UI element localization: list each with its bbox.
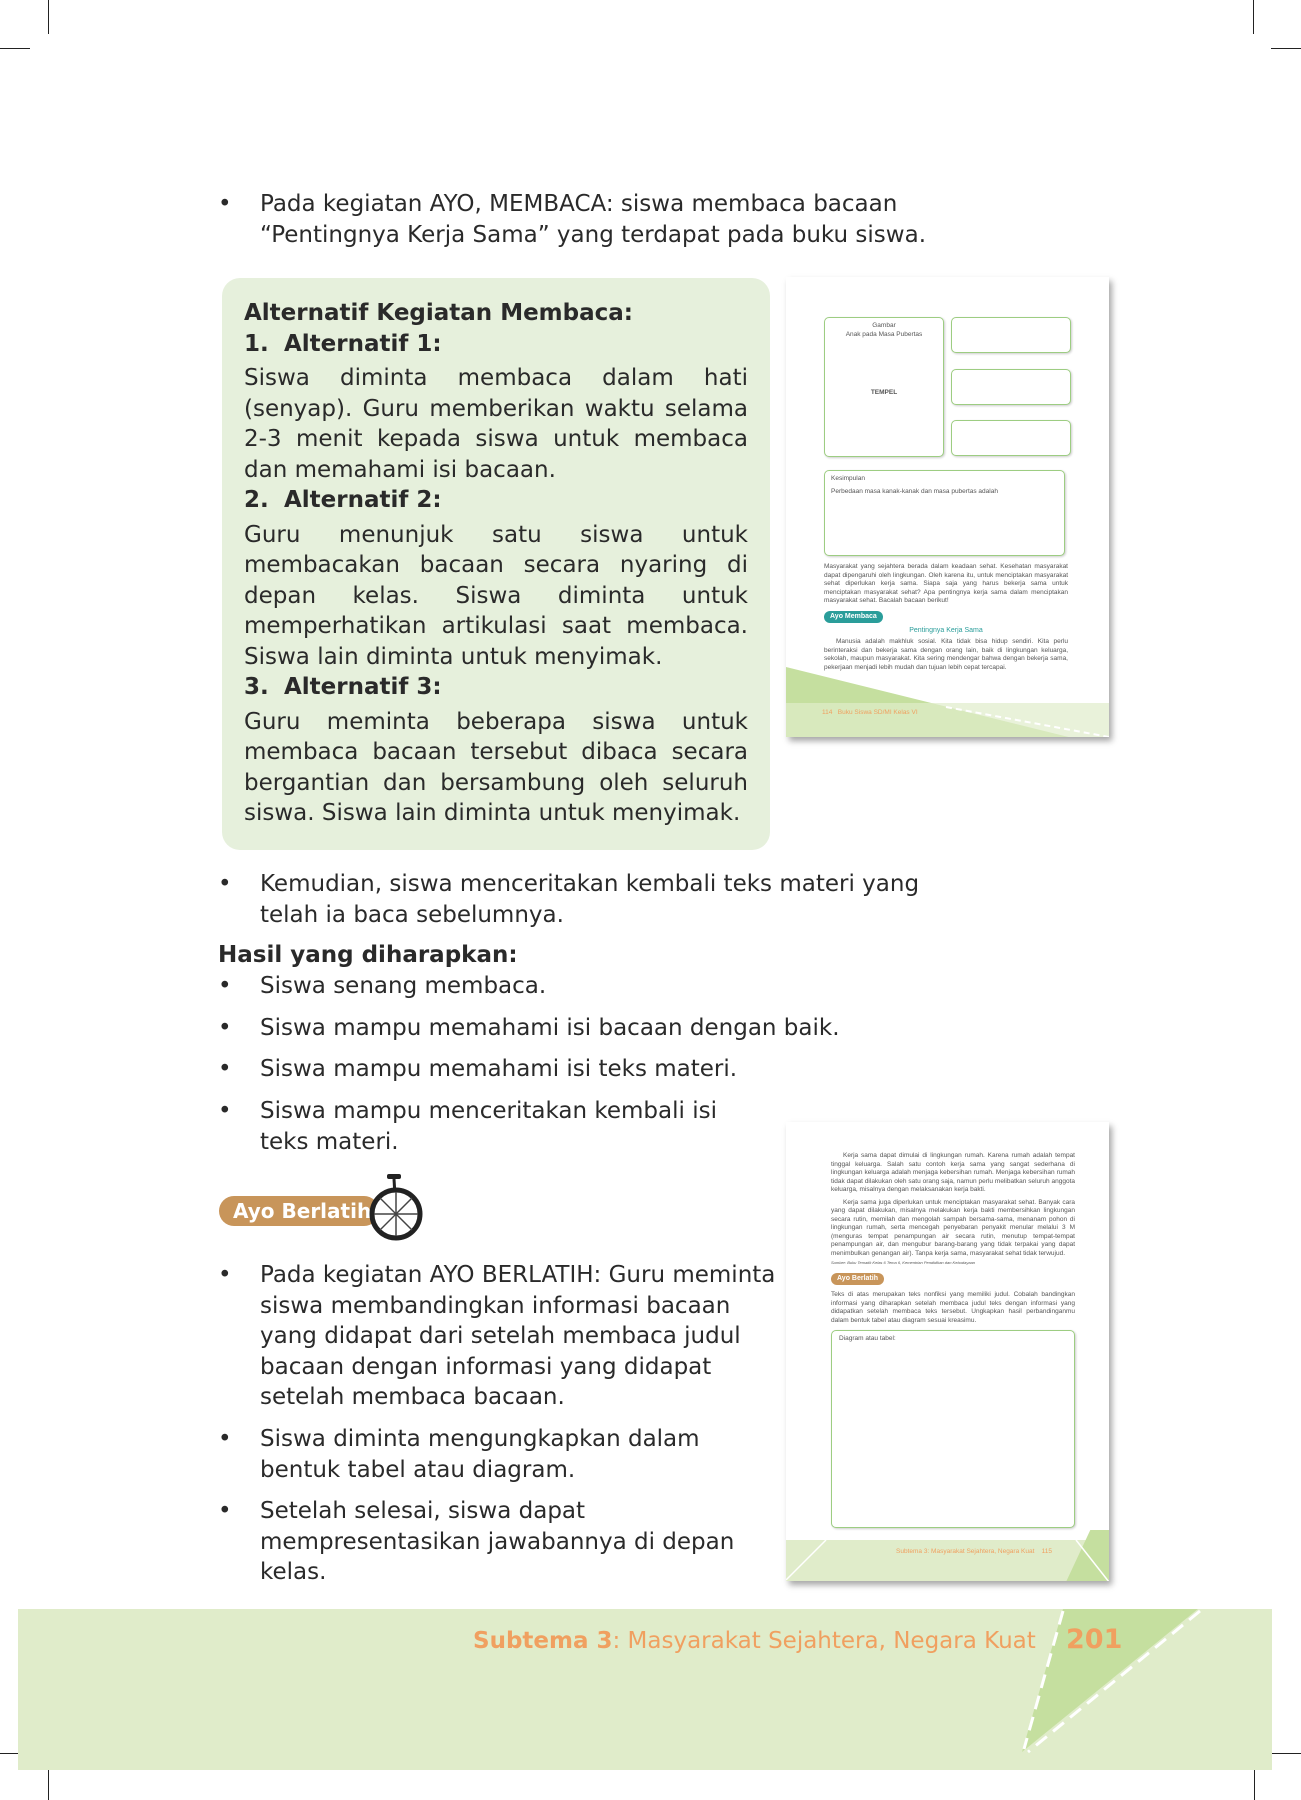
answer-box <box>951 420 1071 456</box>
bullet-text: Kemudian, siswa menceritakan kembali teks materi yang telah ia baca sebelumnya. <box>260 871 920 928</box>
unicycle-icon <box>365 1172 425 1242</box>
alt-1-title: 1. Alternatif 1: <box>244 330 442 357</box>
thumb-footer: 114 Buku Siswa SD/MI Kelas VI <box>822 709 918 716</box>
diagram-box: Diagram atau tabel: <box>831 1330 1075 1528</box>
alt-1-text: Siswa diminta membaca dalam hati (senyap). Guru memberikan waktu selama 2-3 menit kepada siswa untuk membaca dan memahami isi bacaan. <box>244 365 748 483</box>
crop-mark <box>1271 48 1301 49</box>
bullet-item: • Siswa senang membaca. <box>218 973 547 999</box>
bullet-text: Pada kegiatan AYO, MEMBACA: siswa membaca bacaan “Pentingnya Kerja Sama” yang terdapat pada buku siswa. <box>260 191 927 248</box>
crop-mark <box>48 1770 49 1800</box>
crop-mark <box>1271 1753 1301 1754</box>
box-heading: Alternatif Kegiatan Membaca: <box>244 300 633 326</box>
bullet-item: • Siswa mampu memahami isi bacaan dengan baik. <box>218 1015 840 1041</box>
picture-box: Gambar Anak pada Masa Pubertas TEMPEL <box>824 317 944 457</box>
alternative-activities-box <box>222 278 770 850</box>
thumb-paragraph: Masyarakat yang sejahtera berada dalam keadaan sehat. Kesehatan masyarakat dapat dipengaruhi oleh lingkungan. Oleh karena itu, untuk menciptakan masyarakat sehat diperlukan kerja sama. Siapa saja yang harus bekerja sama untuk menciptakan masyarakat sehat? Apa pentingnya kerja sama dalam menciptakan masyarakat sehat. Bacalah bacaan berikut! <box>824 563 1068 604</box>
bullet-item: • Siswa mampu menceritakan kembali isi teks materi. <box>218 1098 717 1155</box>
alt-3-text: Guru meminta beberapa siswa untuk membaca bacaan tersebut dibaca secara bergantian dan bersambung oleh seluruh siswa. Siswa lain diminta untuk menyimak. <box>244 708 748 826</box>
student-book-page-114 <box>786 277 1109 737</box>
alt-2-text: Guru menunjuk satu siswa untuk membacakan bacaan secara nyaring di depan kelas. Siswa diminta untuk memperhatikan artikulasi saat membaca. Siswa lain diminta untuk menyimak. <box>244 521 748 670</box>
footer-subtheme: Subtema 3: Masyarakat Sejahtera, Negara Kuat <box>473 1628 1036 1654</box>
bullet-item: • Setelah selesai, siswa dapat mempresentasikan jawabannya di depan kelas. <box>218 1498 735 1585</box>
page-number: 201 <box>1066 1624 1123 1655</box>
thumb-paragraph: Kerja sama juga diperlukan untuk menciptakan masyarakat sehat. Banyak cara yang dapat dilakukan, misalnya melakukan kerja bakti membersihkan lingkungan secara rutin, memilah dan mengolah sampah bersama-sama, menanam pohon di lingkungan rumah, serta mencegah penyebaran penyakit menular melalui 3 M (menguras tempat penampungan air secara rutin, menutup tempat-tempat penampungan air, dan mengubur barang-barang yang tidak terpakai yang dapat menimbulkan genangan air). Tanpa kerja sama, masyarakat sehat tidak terwujud. <box>831 1198 1075 1257</box>
bullet-item: • Pada kegiatan AYO, MEMBACA: siswa membaca bacaan “Pentingnya Kerja Sama” yang terdapat pada buku siswa. <box>218 189 938 250</box>
answer-box <box>951 317 1071 353</box>
thumb-title: Pentingnya Kerja Sama <box>909 626 983 634</box>
conclusion-box: Kesimpulan Perbedaan masa kanak-kanak dan masa pubertas adalah <box>824 470 1065 556</box>
ayo-berlatih-badge-small: Ayo Berlatih <box>831 1273 884 1285</box>
answer-box <box>951 369 1071 405</box>
crop-mark <box>1253 0 1254 34</box>
crop-mark <box>0 48 30 49</box>
bullet-item: • Kemudian, siswa menceritakan kembali teks materi yang telah ia baca sebelumnya. <box>218 869 938 930</box>
ayo-membaca-badge: Ayo Membaca <box>824 611 883 623</box>
thumb-text-flow <box>824 563 1068 672</box>
thumb-paragraph: Teks di atas merupakan teks nonfiksi yang memiliki judul. Cobalah bandingkan informasi yang diharapkan setelah membaca judul teks dengan informasi yang didapatkan setelah membaca teks tersebut. Ungkapkan hasil perbandinganmu dalam bentuk tabel atau diagram sesuai kreasimu. <box>831 1291 1075 1324</box>
ayo-berlatih-badge: Ayo Berlatih <box>219 1196 379 1226</box>
bullet-item: • Siswa mampu memahami isi teks materi. <box>218 1056 738 1082</box>
thumb-text-flow <box>831 1152 1075 1528</box>
bullet-item: • Siswa diminta mengungkapkan dalam bentuk tabel atau diagram. <box>218 1426 700 1483</box>
expected-results-heading: Hasil yang diharapkan: <box>218 942 518 968</box>
thumb-source: Sumber: Buku Tematik Kelas 6 Tema 6, Kementrian Pendidikan dan Kebudayaan <box>831 1260 976 1265</box>
bullet-item: • Pada kegiatan AYO BERLATIH: Guru meminta siswa membandingkan informasi bacaan yang didapat dari setelah membaca judul bacaan dengan informasi yang didapat setelah membaca bacaan. <box>218 1262 776 1410</box>
thumb-paragraph: Manusia adalah makhluk sosial. Kita tidak bisa hidup sendiri. Kita perlu berinteraksi dan bekerja sama dengan orang lain, baik di lingkungan keluarga, sekolah, maupun masyarakat. Kita sering mendengar bahwa dengan bekerja sama, pekerjaan menjadi lebih mudah dan tujuan lebih cepat tercapai. <box>824 638 1068 671</box>
thumb-paragraph: Kerja sama dapat dimulai di lingkungan rumah. Karena rumah adalah tempat tinggal keluarga. Salah satu contoh kerja sama yang sangat sederhana di lingkungan keluarga adalah menjaga kebersihan rumah. Menjaga kebersihan rumah tidak dapat dilakukan oleh satu orang saja, namun perlu melibatkan seluruh anggota keluarga, misalnya dengan melaksanakan kerja bakti. <box>831 1152 1075 1193</box>
alt-3-title: 3. Alternatif 3: <box>244 674 442 700</box>
crop-mark <box>48 0 49 34</box>
thumb-footer: Subtema 3: Masyarakat Sejahtera, Negara Kuat 115 <box>896 1548 1052 1555</box>
student-book-page-115 <box>786 1122 1109 1581</box>
crop-mark <box>1254 1770 1255 1800</box>
alt-2-title: 2. Alternatif 2: <box>244 487 442 513</box>
